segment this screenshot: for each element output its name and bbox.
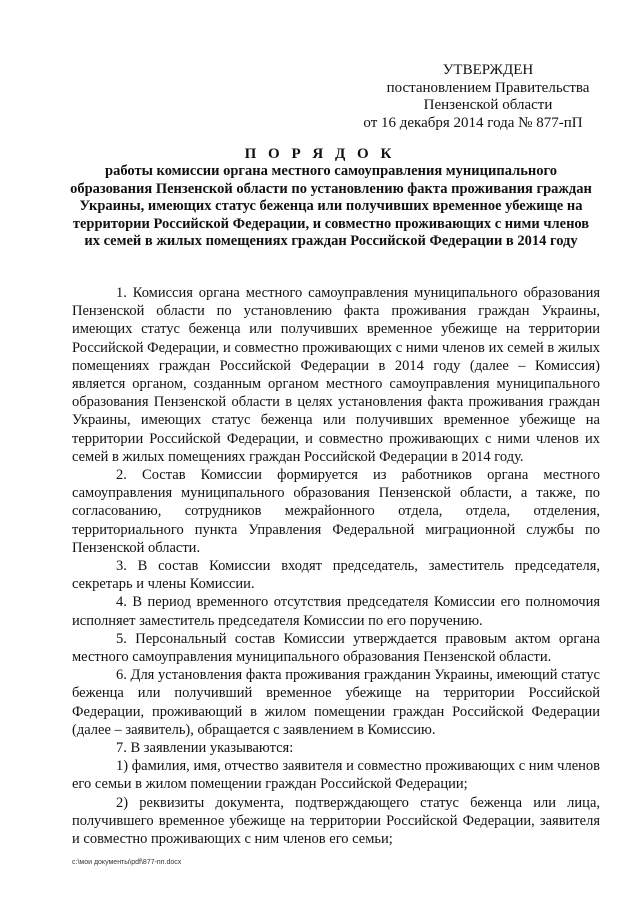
paragraph-2: 2. Состав Комиссии формируется из работников органа местного самоуправления муниципального образования Пензенской области, а также, по согласованию, сотрудников межрайонного отдела, отдела, отделения, территориального пункта Управления Федеральной миграционной службы по Пензенской области.: [72, 467, 600, 556]
paragraph-4: 4. В период временного отсутствия председателя Комиссии его полномочия исполняет заместитель председателя Комиссии по его поручению.: [72, 594, 600, 629]
approval-line-4: от 16 декабря 2014 года № 877-пП: [363, 114, 583, 131]
paragraph-7-item-2: 2) реквизиты документа, подтверждающего статус беженца или лица, получившего временное убежище на территории Российской Федерации, заявителя и совместно проживающих с ним членов его семьи;: [72, 794, 600, 848]
paragraph-7: 7. В заявлении указываются:: [116, 740, 294, 757]
paragraph-1: 1. Комиссия органа местного самоуправления муниципального образования Пензенской области по установлению факта проживания граждан Украины, имеющих статус беженца или получивших временное убежище на территории Российской Федерации, и совместно проживающих с ними членов их семей в жилых помещениях граждан Российской Федерации в 2014 году (далее – Комиссия) является органом, созданным органом местного самоуправления муниципального образования Пензенской области в целях установления факта проживания граждан Украины, имеющих статус беженца или получивших временное убежище на территории Российской Федерации, и совместно проживающих с ними членов их семей в жилых помещениях граждан Российской Федерации в 2014 году.: [72, 285, 600, 465]
paragraph-5: 5. Персональный состав Комиссии утверждается правовым актом органа местного самоуправления муниципального образования Пензенской области.: [72, 630, 600, 666]
file-path-footer: c:\мои документы\pdf\877-пп.docx: [72, 859, 182, 866]
paragraph-6: 6. Для установления факта проживания гражданин Украины, имеющий статус беженца или получивший временное убежище на территории Российской Федерации, проживающий в жилом помещении граждан Российской Федерации (далее – заявитель), обращается с заявлением в Комиссию.: [72, 667, 600, 738]
document-subtitle: работы комиссии органа местного самоуправления муниципального образования Пензенской области по установлению факта проживания граждан Украины, имеющих статус беженца или получивших временное убежище на территории Российской Федерации, и совместно проживающих с ними членов их семей в жилых помещениях граждан Российской Федерации в 2014 году: [70, 163, 592, 250]
document-body: [72, 284, 600, 848]
paragraph-7-item-1: 1) фамилия, имя, отчество заявителя и совместно проживающих с ним членов его семьи в жилом помещении граждан Российской Федерации;: [72, 758, 600, 793]
approval-line-3: Пензенской области: [423, 97, 553, 113]
paragraph-3: 3. В состав Комиссии входят председатель, заместитель председателя, секретарь и члены Комиссии.: [72, 558, 600, 593]
approval-line-1: УТВЕРЖДЕН: [442, 62, 534, 78]
document-title: П О Р Я Д О К: [244, 146, 396, 162]
approval-stamp: [363, 62, 598, 132]
approval-line-2: постановлением Правительства: [386, 79, 590, 96]
